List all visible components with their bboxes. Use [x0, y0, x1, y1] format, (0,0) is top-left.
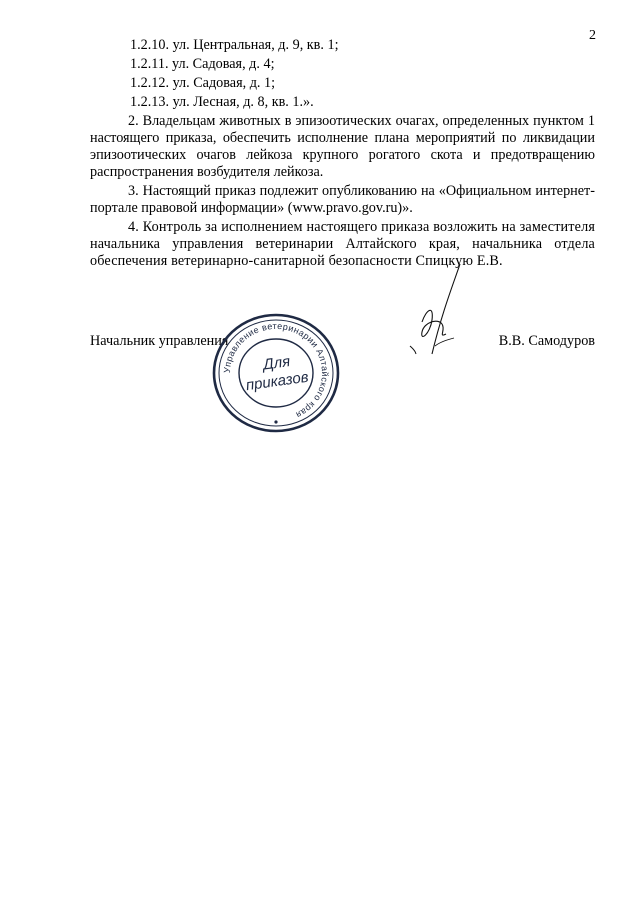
document-body — [90, 37, 595, 272]
stamp-dot — [274, 420, 277, 423]
official-stamp — [206, 310, 346, 436]
stamp-ring-text: Управление ветеринарии Алтайского края — [221, 320, 331, 421]
page-number: 2 — [589, 28, 596, 43]
signatory-position: Начальник управления — [90, 333, 229, 349]
paragraph-publication: 3. Настоящий приказ подлежит опубликованию на «Официальном интернет-портале правовой информации» (www.pravo.gov.ru)». — [90, 183, 595, 216]
signatory-name: В.В. Самодуров — [498, 333, 595, 349]
handwritten-signature — [402, 262, 472, 362]
address-item: 1.2.11. ул. Садовая, д. 4; — [130, 56, 275, 72]
stamp-center-line1: Для — [262, 353, 292, 374]
address-item: 1.2.10. ул. Центральная, д. 9, кв. 1; — [130, 37, 339, 53]
address-item: 1.2.12. ул. Садовая, д. 1; — [130, 75, 276, 91]
address-item: 1.2.13. ул. Лесная, д. 8, кв. 1.». — [130, 94, 314, 110]
paragraph-owners-obligation: 2. Владельцам животных в эпизоотических очагах, определенных пунктом 1 настоящего приказа, обеспечить исполнение плана мероприятий по ликвидации эпизоотических очагов лейкоза крупного рогатого скота и предотвращению распространения возбудителя лейкоза. — [90, 113, 595, 180]
paragraph-control: 4. Контроль за исполнением настоящего приказа возложить на заместителя начальника управления ветеринарии Алтайского края, начальника отдела обеспечения ветеринарно-санитарной безопасности Спицкую Е.В. — [90, 219, 595, 269]
stamp-center-line2: приказов — [244, 368, 310, 395]
